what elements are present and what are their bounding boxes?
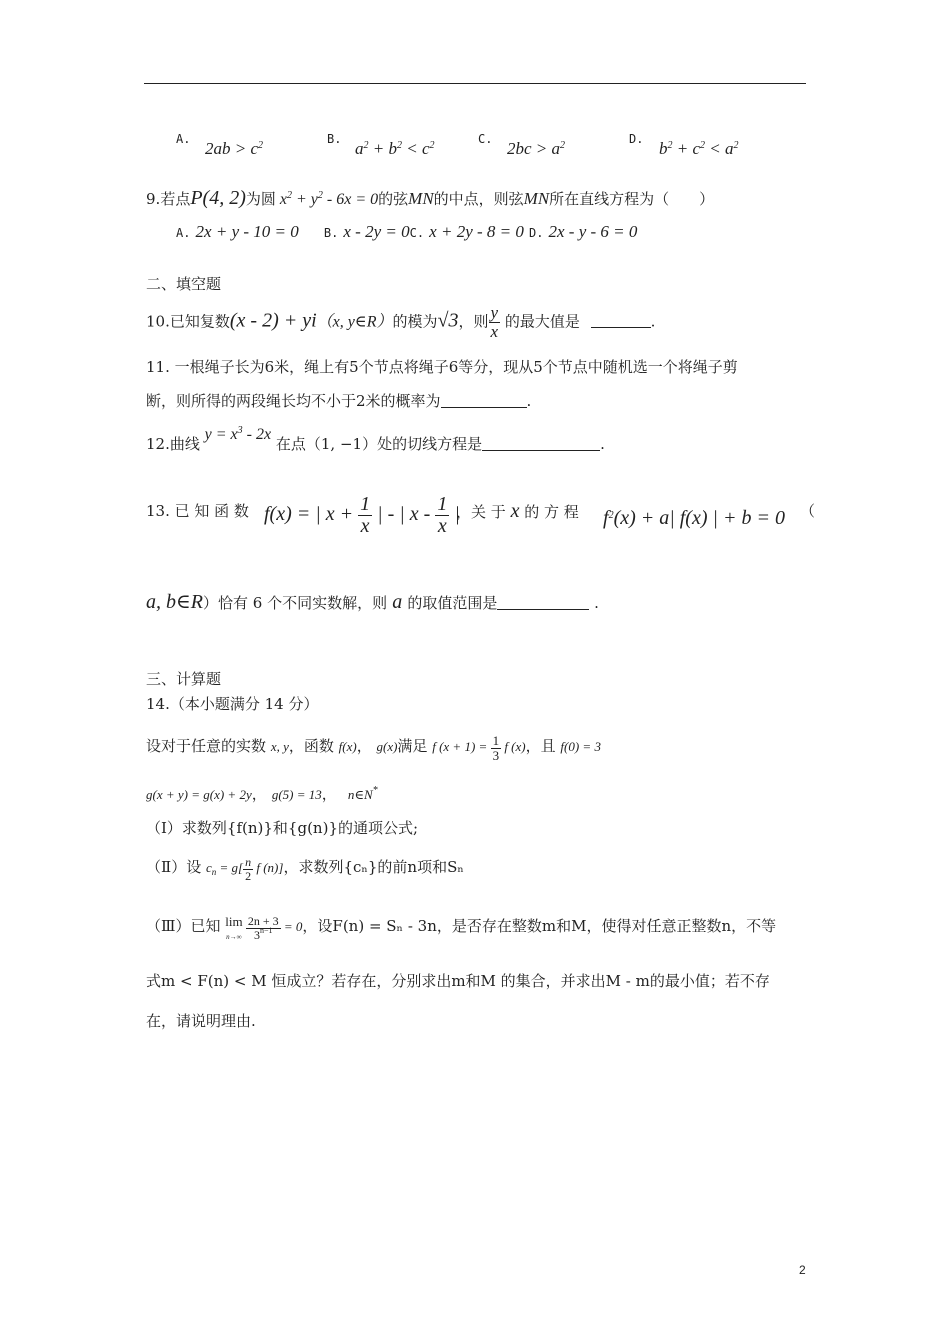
open-paren: （ [800, 502, 816, 520]
relation-f: f (x + 1) = $\frac{1}{3}$ f (x) [432, 733, 526, 763]
answer-blank[interactable] [497, 594, 589, 610]
question-10: 10.已知复数(x - 2) + yi（x, y∈R）的模为√3，则 $\frac{y}{x}$ 的最大值是 . [146, 303, 656, 341]
section-heading: 二、填空题 [146, 275, 222, 293]
question-14-line-1: 设对于任意的实数 x, y，函数 f(x)， g(x)满足 f (x + 1) = $\frac{1}{3}$ f (x)，且 f(0) = 3 [146, 733, 601, 763]
point-p: P(4, 2) [190, 187, 246, 209]
question-14-header: 14.（本小题满分 14 分） [146, 695, 319, 713]
page-number: 2 [799, 1263, 806, 1277]
option-expr: $2bc > a^2$ [507, 139, 566, 158]
option-label: D. [629, 132, 644, 146]
fraction-y-over-x: $\frac{y}{x}$ [490, 303, 499, 341]
answer-blank[interactable] [591, 312, 651, 328]
question-13-text: ，关 于 x 的 方 程 [456, 500, 579, 522]
question-12: 12.曲线 $y = x^3 - 2x$ 在点（1, −1）处的切线方程是 . [146, 425, 605, 453]
question-14-part-3-line-1: （Ⅲ）已知 lim n→∞ $\frac{2n + 3}{3^{n-1}}$ = 0，设F(n) = Sₙ - 3n，是否存在整数m和M，使得对任意正整数n，不等 [146, 914, 777, 942]
n-set: n∈N* [347, 785, 378, 802]
section-heading: 三、计算题 [146, 670, 222, 688]
curve-equation: $y = x^3 - 2x$ [204, 425, 272, 443]
question-13-intro: 13. 已 知 函 数 [146, 502, 249, 520]
circle-equation: $x^2 + y^2 - 6x = 0$ [275, 190, 379, 208]
option-expr: $b^2 + c^2 < a^2$ [659, 139, 739, 158]
option-expr: $a^2 + b^2 < c^2$ [355, 139, 435, 158]
option-label: C. [478, 132, 493, 146]
answer-blank[interactable] [441, 392, 527, 408]
option-expr: $2ab > c^2$ [205, 139, 264, 158]
limit-expression: lim n→∞ $\frac{2n + 3}{3^{n-1}}$ = 0 [225, 914, 303, 942]
question-13-line-2: a, b∈R）恰有 6 个不同实数解，则 a 的取值范围是 . [146, 591, 599, 613]
question-9: 9.若点P(4, 2)为圆 $x^2 + y^2 - 6x = 0$的弦MN的中点，则弦MN所在直线方程为（ ） [146, 187, 715, 209]
q9-options: A. 2x + y - 10 = 0 B. x - 2y = 0C. x + 2y - 8 = 0 D. 2x - y - 6 = 0 [176, 222, 638, 241]
option-label: A. [176, 132, 191, 146]
question-11-line-1: 11. 一根绳子长为6米，绳上有5个节点将绳子6等分，现从5个节点中随机选一个将绳子剪 [146, 358, 738, 376]
function-definition: f(x) = | x + $\frac{1}{x}$ | - | x - $\frac{1}{x}$ | [264, 493, 460, 537]
question-14-part-3-line-3: 在，请说明理由. [146, 1012, 256, 1030]
question-11-line-2: 断，则所得的两段绳长均不小于2米的概率为 . [146, 392, 532, 410]
header-rule [144, 83, 806, 84]
question-14-part-1: （Ⅰ）求数列{f(n)}和{g(n)}的通项公式; [146, 819, 419, 837]
option-label: B. [327, 132, 342, 146]
cn-definition: $c_n = g$[ $\frac{n}{2}$ f (n)] [205, 855, 284, 883]
question-14-part-2: （Ⅱ）设 $c_n = g$[ $\frac{n}{2}$ f (n)]，求数列{cₙ}的前n项和Sₙ [146, 855, 464, 883]
answer-blank[interactable] [482, 435, 600, 451]
question-14-line-2: g(x + y) = g(x) + 2y， g(5) = 13， n∈N* [146, 785, 378, 803]
question-14-part-3-line-2: 式m < F(n) < M 恒成立？若存在，分别求出m和M 的集合，并求出M - m的最小值；若不存 [146, 972, 770, 990]
equation: $f^2(x) + a|$ f(x) | + b = 0 [603, 507, 785, 529]
